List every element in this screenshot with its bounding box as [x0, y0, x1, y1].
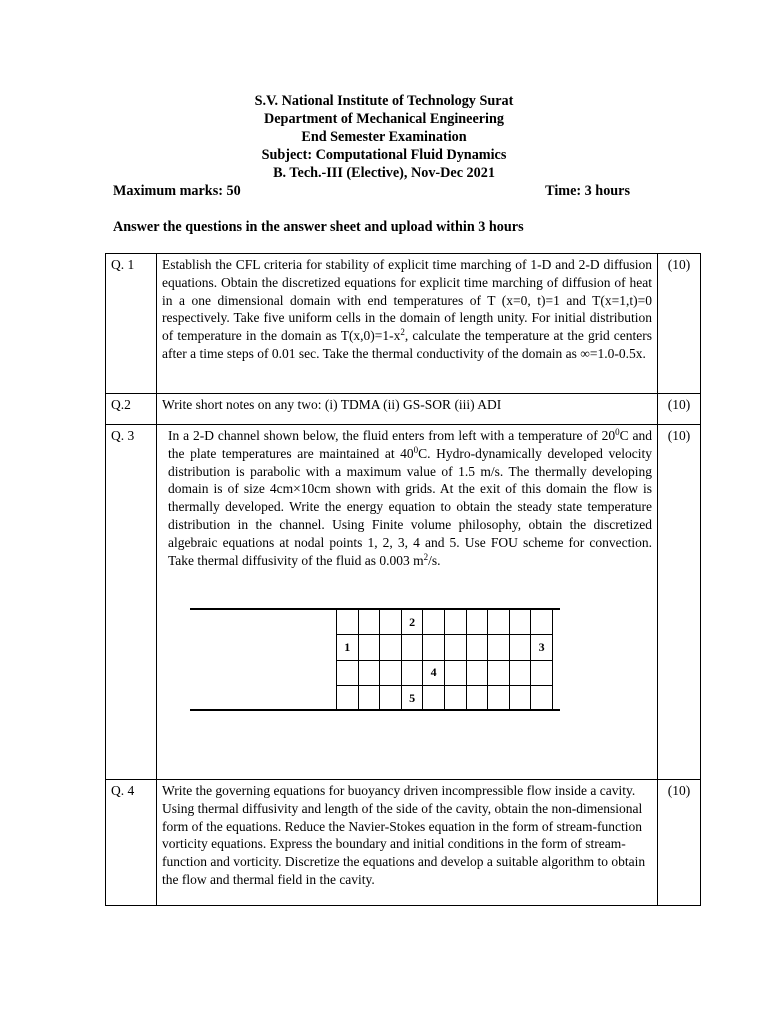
exam-time: Time: 3 hours	[545, 183, 630, 199]
question-marks: (10)	[658, 394, 701, 425]
question-number: Q. 1	[106, 254, 157, 394]
grid-node-2: 2	[401, 610, 423, 635]
question-row	[106, 780, 701, 906]
grid-node-1: 1	[337, 635, 359, 660]
max-marks: Maximum marks: 50	[113, 183, 241, 199]
instruction: Answer the questions in the answer sheet and upload within 3 hours	[113, 219, 524, 235]
department-name: Department of Mechanical Engineering	[264, 111, 504, 127]
question-marks: (10)	[658, 780, 701, 906]
question-number: Q. 4	[106, 780, 157, 906]
question-text: Write the governing equations for buoyancy driven incompressible flow inside a cavity. Using thermal diffusivity and length of the side of the cavity, obtain the non-dimensional form of the equations. Reduce the Navier-Stokes equation in the form of stream-function vorticity equations. Express the boundary and initial conditions in the form of stream-function and vorticity. Discretize the equations and develop a suitable algorithm to obtain the flow and thermal field in the cavity.	[157, 780, 658, 906]
question-number: Q. 3	[106, 425, 157, 780]
question-text: Establish the CFL criteria for stability of explicit time marching of 1-D and 2-D diffusion equations. Obtain the discretized equations for explicit time marching of diffusion of heat in a one dimensional domain with end temperatures of T (x=0, t)=1 and T(x=1,t)=0 respectively. Take five uniform cells in the domain of length unity. For initial distribution of temperature in the domain as $T(x,0)=1-x^2$, calculate the temperature at the grid centers after a time steps of 0.01 sec. Take the thermal conductivity of the domain as ∞=1.0-0.5x.	[157, 254, 658, 394]
questions-table	[105, 253, 701, 906]
program-name: B. Tech.-III (Elective), Nov-Dec 2021	[273, 165, 495, 181]
question-marks: (10)	[658, 254, 701, 394]
question-row	[106, 425, 701, 780]
question-row	[106, 394, 701, 425]
grid-node-3: 3	[531, 635, 553, 660]
question-text: In a 2-D channel shown below, the fluid enters from left with a temperature of $20^0C$ and the plate temperatures are maintained at $40^0C$. Hydro-dynamically developed velocity distribution is parabolic with a maximum value of 1.5 m/s. The thermally developing domain is of size 4cm×10cm shown with grids. At the exit of this domain the flow is thermally developed. Write the energy equation to obtain the steady state temperature distribution in the channel. Using Finite volume philosophy, obtain the discretized algebraic equations at nodal points 1, 2, 3, 4 and 5. Use FOU scheme for convection. Take thermal diffusivity of the fluid as 0.003 $m^2/s$.	[157, 425, 658, 780]
institute-name: S.V. National Institute of Technology Surat	[254, 93, 514, 109]
exam-header	[0, 92, 768, 182]
subject-name: Subject: Computational Fluid Dynamics	[261, 147, 507, 163]
question-number: Q.2	[106, 394, 157, 425]
exam-meta	[113, 183, 630, 200]
question-row	[106, 254, 701, 394]
question-marks: (10)	[658, 425, 701, 780]
grid-node-4: 4	[423, 660, 445, 685]
grid-mesh	[336, 609, 553, 711]
channel-diagram	[190, 607, 562, 711]
grid-node-5: 5	[401, 685, 423, 710]
question-text: Write short notes on any two: (i) TDMA (ii) GS-SOR (iii) ADI	[157, 394, 658, 425]
exam-name: End Semester Examination	[301, 129, 467, 145]
